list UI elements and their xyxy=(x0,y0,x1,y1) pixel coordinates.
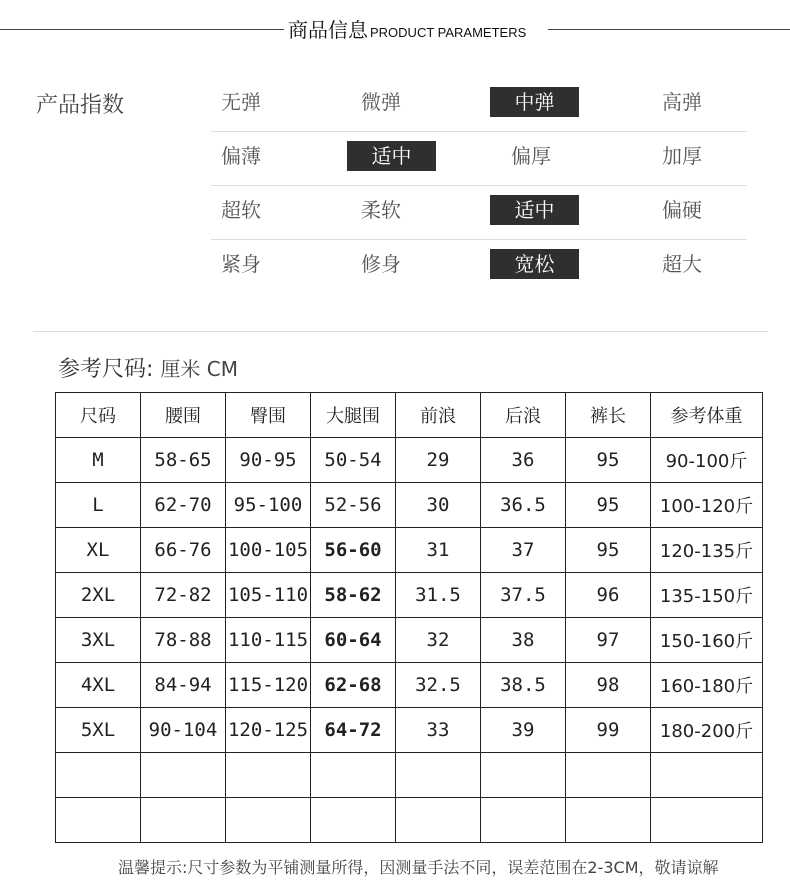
index-option: 加厚 xyxy=(662,144,702,168)
size-table-cell: 90-100斤 xyxy=(651,438,763,483)
index-option: 偏薄 xyxy=(221,144,261,168)
size-table-row xyxy=(56,483,763,528)
size-table-cell: 64-72 xyxy=(311,708,396,753)
size-table-row xyxy=(56,798,763,843)
size-table-header-cell: 裤长 xyxy=(566,393,651,438)
size-table-cell: 38.5 xyxy=(481,663,566,708)
size-table-cell: XL xyxy=(56,528,141,573)
size-table-cell: 30 xyxy=(396,483,481,528)
section-divider xyxy=(33,331,768,332)
size-table-cell: 99 xyxy=(566,708,651,753)
indices-grid xyxy=(211,78,747,293)
indices-label: 产品指数 xyxy=(36,93,125,118)
size-table-title-text: 参考尺码: xyxy=(58,357,154,382)
size-table-cell: 95 xyxy=(566,528,651,573)
size-table-cell: 31.5 xyxy=(396,573,481,618)
index-row xyxy=(211,186,747,240)
size-table-cell: 95 xyxy=(566,483,651,528)
size-table-cell: 2XL xyxy=(56,573,141,618)
size-table-header-cell: 后浪 xyxy=(481,393,566,438)
size-table-cell xyxy=(566,798,651,843)
size-table-cell: L xyxy=(56,483,141,528)
index-option: 超大 xyxy=(662,252,702,276)
size-table-cell: 97 xyxy=(566,618,651,663)
size-table-cell: 160-180斤 xyxy=(651,663,763,708)
size-table-cell: 180-200斤 xyxy=(651,708,763,753)
size-table-cell: 105-110 xyxy=(226,573,311,618)
size-table-cell: 96 xyxy=(566,573,651,618)
size-table-cell xyxy=(226,798,311,843)
size-table-cell: 37 xyxy=(481,528,566,573)
size-table-header-row xyxy=(56,393,763,438)
size-table-cell xyxy=(226,753,311,798)
size-table-row xyxy=(56,573,763,618)
size-table-row xyxy=(56,663,763,708)
size-table-cell xyxy=(566,753,651,798)
size-table-row xyxy=(56,708,763,753)
size-table-cell: 62-70 xyxy=(141,483,226,528)
size-table-cell: 84-94 xyxy=(141,663,226,708)
size-table-cell xyxy=(56,798,141,843)
size-table-cell: 90-95 xyxy=(226,438,311,483)
size-table-cell: 36.5 xyxy=(481,483,566,528)
size-table-cell: 58-62 xyxy=(311,573,396,618)
size-table-cell xyxy=(311,753,396,798)
size-table-cell: 36 xyxy=(481,438,566,483)
size-table-cell xyxy=(311,798,396,843)
size-table-cell: 120-125 xyxy=(226,708,311,753)
size-table-cell: 52-56 xyxy=(311,483,396,528)
section-title-en: PRODUCT PARAMETERS xyxy=(370,25,527,40)
size-table-cell: 33 xyxy=(396,708,481,753)
size-table-cell: 66-76 xyxy=(141,528,226,573)
size-table-cell: 110-115 xyxy=(226,618,311,663)
size-table-cell: 56-60 xyxy=(311,528,396,573)
index-option-selected: 中弹 xyxy=(490,87,579,117)
header-rule-right xyxy=(548,29,790,30)
section-title xyxy=(288,14,526,43)
size-table-cell: 100-120斤 xyxy=(651,483,763,528)
size-table-cell: 150-160斤 xyxy=(651,618,763,663)
size-table-header-cell: 前浪 xyxy=(396,393,481,438)
size-table-cell: 3XL xyxy=(56,618,141,663)
size-table-row xyxy=(56,438,763,483)
size-table-cell: 95-100 xyxy=(226,483,311,528)
index-option: 紧身 xyxy=(221,252,261,276)
footer-note: 温馨提示:尺寸参数为平铺测量所得，因测量手法不同，误差范围在2-3CM，敬请谅解 xyxy=(118,858,719,877)
size-table-cell: 95 xyxy=(566,438,651,483)
size-table-cell: 39 xyxy=(481,708,566,753)
size-table-cell xyxy=(141,798,226,843)
size-table-cell xyxy=(651,753,763,798)
size-table-cell: 135-150斤 xyxy=(651,573,763,618)
size-table-cell: 72-82 xyxy=(141,573,226,618)
size-table-unit: 厘米 CM xyxy=(160,357,238,381)
size-table-cell xyxy=(56,753,141,798)
size-table-cell: 120-135斤 xyxy=(651,528,763,573)
size-table-cell: 90-104 xyxy=(141,708,226,753)
index-option: 超软 xyxy=(221,198,261,222)
size-table-cell xyxy=(481,798,566,843)
index-row xyxy=(211,240,747,293)
size-table-header-cell: 参考体重 xyxy=(651,393,763,438)
size-table-header-cell: 臀围 xyxy=(226,393,311,438)
size-table-cell: 60-64 xyxy=(311,618,396,663)
index-option: 柔软 xyxy=(361,198,401,222)
size-table-row xyxy=(56,528,763,573)
size-table-cell: M xyxy=(56,438,141,483)
size-table-cell: 5XL xyxy=(56,708,141,753)
index-row xyxy=(211,78,747,132)
size-table-cell xyxy=(141,753,226,798)
index-option-selected: 宽松 xyxy=(490,249,579,279)
size-table-header-cell: 尺码 xyxy=(56,393,141,438)
section-header xyxy=(0,10,790,50)
size-table-cell: 38 xyxy=(481,618,566,663)
index-option: 偏厚 xyxy=(511,144,551,168)
index-row xyxy=(211,132,747,186)
section-title-cn: 商品信息 xyxy=(288,18,368,42)
index-option: 修身 xyxy=(361,252,401,276)
size-table-cell: 32.5 xyxy=(396,663,481,708)
size-table-cell: 98 xyxy=(566,663,651,708)
size-table-cell: 37.5 xyxy=(481,573,566,618)
size-table-cell: 50-54 xyxy=(311,438,396,483)
size-table xyxy=(55,392,763,843)
size-table-cell xyxy=(651,798,763,843)
size-table-title xyxy=(58,352,238,383)
size-table-cell: 29 xyxy=(396,438,481,483)
size-table-cell xyxy=(396,753,481,798)
index-option-selected: 适中 xyxy=(347,141,436,171)
index-option: 偏硬 xyxy=(662,198,702,222)
index-option: 高弹 xyxy=(662,90,702,114)
size-table-cell: 78-88 xyxy=(141,618,226,663)
size-table-cell: 115-120 xyxy=(226,663,311,708)
index-option-selected: 适中 xyxy=(490,195,579,225)
size-table-header-cell: 腰围 xyxy=(141,393,226,438)
size-table-cell xyxy=(481,753,566,798)
size-table-cell: 62-68 xyxy=(311,663,396,708)
index-option: 无弹 xyxy=(221,90,261,114)
size-table-cell: 100-105 xyxy=(226,528,311,573)
index-option: 微弹 xyxy=(361,90,401,114)
size-table-cell: 31 xyxy=(396,528,481,573)
size-table-cell xyxy=(396,798,481,843)
size-table-cell: 58-65 xyxy=(141,438,226,483)
size-table-row xyxy=(56,753,763,798)
size-table-row xyxy=(56,618,763,663)
size-table-cell: 4XL xyxy=(56,663,141,708)
header-rule-left xyxy=(0,29,284,30)
size-table-cell: 32 xyxy=(396,618,481,663)
size-table-header-cell: 大腿围 xyxy=(311,393,396,438)
